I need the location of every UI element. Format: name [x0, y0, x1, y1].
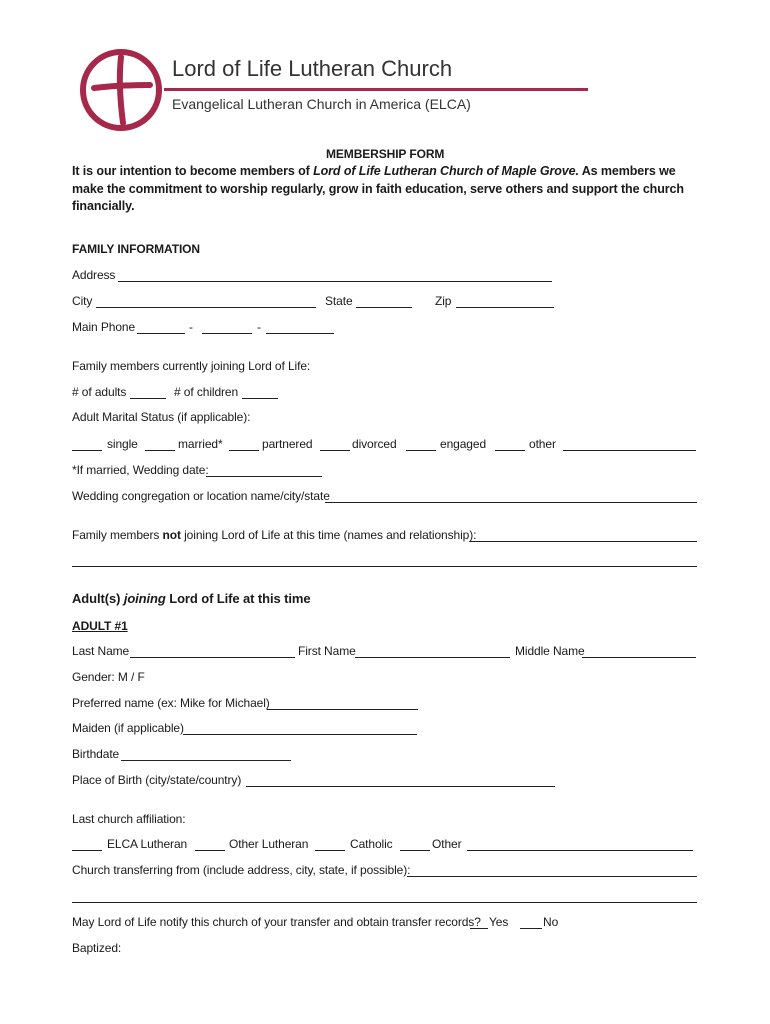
- middle-name-label: Middle Name: [515, 644, 585, 658]
- engaged-check[interactable]: [406, 450, 436, 451]
- state-label: State: [325, 294, 353, 308]
- phone-prefix-field[interactable]: [202, 333, 252, 334]
- preferred-name-field[interactable]: [267, 709, 418, 710]
- baptized-label: Baptized:: [72, 941, 122, 955]
- notify-no: No: [543, 915, 559, 929]
- other-affiliation-check[interactable]: [400, 850, 430, 851]
- address-field[interactable]: [118, 281, 552, 282]
- intro-text-a: It is our intention to become members of: [72, 164, 314, 178]
- church-name: Lord of Life Lutheran Church: [172, 56, 453, 81]
- children-label: # of children: [174, 385, 239, 399]
- last-name-label: Last Name: [72, 644, 130, 658]
- last-affiliation-label: Last church affiliation:: [72, 812, 186, 826]
- adults-count-field[interactable]: [130, 398, 166, 399]
- maiden-label: Maiden (if applicable): [72, 721, 184, 735]
- zip-label: Zip: [435, 294, 452, 308]
- first-name-label: First Name: [298, 644, 356, 658]
- transferring-field[interactable]: [407, 876, 697, 877]
- address-label: Address: [72, 268, 116, 282]
- affiliation-elca: ELCA Lutheran: [107, 837, 188, 851]
- gender-label: Gender: M / F: [72, 670, 145, 684]
- adults-heading-a: Adult(s): [72, 591, 124, 606]
- catholic-check[interactable]: [315, 850, 345, 851]
- elca-check[interactable]: [72, 850, 102, 851]
- church-name-italic: Lord of Life Lutheran Church of Maple Grove.: [313, 164, 579, 178]
- transferring-label: Church transferring from (include address, city, state, if possible):: [72, 863, 411, 877]
- other-affiliation-field[interactable]: [467, 850, 693, 851]
- wedding-location-label: Wedding congregation or location name/city/state: [72, 489, 330, 503]
- affiliation-catholic: Catholic: [350, 837, 393, 851]
- status-engaged: engaged: [440, 437, 487, 451]
- not-joining-text-c: joining Lord of Life at this time (names and relationship):: [180, 528, 477, 542]
- adults-joining-heading: [72, 592, 310, 606]
- birthdate-field[interactable]: [121, 760, 291, 761]
- family-heading: FAMILY INFORMATION: [72, 242, 200, 256]
- place-of-birth-label: Place of Birth (city/state/country): [72, 773, 242, 787]
- intro-line-3: financially.: [72, 199, 135, 213]
- cross-circle-icon: [76, 45, 166, 135]
- adults-heading-joining: joining: [123, 591, 166, 606]
- main-phone-label: Main Phone: [72, 320, 136, 334]
- transferring-field-2[interactable]: [72, 902, 697, 903]
- not-joining-field-2[interactable]: [72, 566, 697, 567]
- phone-dash-1: -: [189, 320, 193, 334]
- other-lutheran-check[interactable]: [195, 850, 225, 851]
- church-logo: [76, 45, 166, 135]
- zip-field[interactable]: [456, 307, 554, 308]
- wedding-date-label: *If married, Wedding date:: [72, 463, 209, 477]
- status-single: single: [107, 437, 138, 451]
- divorced-check[interactable]: [320, 450, 350, 451]
- maiden-field[interactable]: [183, 734, 417, 735]
- affiliation-other-lutheran: Other Lutheran: [229, 837, 309, 851]
- status-married: married*: [178, 437, 223, 451]
- not-joining-label: [72, 528, 476, 542]
- not-joining-field[interactable]: [469, 541, 697, 542]
- not-joining-text-a: Family members: [72, 528, 163, 542]
- state-field[interactable]: [356, 307, 412, 308]
- not-emphasis: not: [162, 528, 181, 542]
- church-affiliation: Evangelical Lutheran Church in America (ELCA): [172, 96, 471, 112]
- other-status-field[interactable]: [563, 450, 696, 451]
- intro-line-1: [72, 164, 676, 178]
- wedding-location-field[interactable]: [325, 502, 697, 503]
- birthdate-label: Birthdate: [72, 747, 120, 761]
- notify-yes-check[interactable]: [470, 928, 488, 929]
- notify-yes: Yes: [489, 915, 509, 929]
- adults-label: # of adults: [72, 385, 127, 399]
- city-field[interactable]: [96, 307, 316, 308]
- status-divorced: divorced: [352, 437, 397, 451]
- form-title: MEMBERSHIP FORM: [326, 147, 445, 161]
- status-other: other: [529, 437, 556, 451]
- phone-area-field[interactable]: [137, 333, 185, 334]
- joining-label: Family members currently joining Lord of Life:: [72, 359, 311, 373]
- intro-line-2: make the commitment to worship regularly, grow in faith education, serve others and support the church: [72, 182, 684, 196]
- married-check[interactable]: [145, 450, 175, 451]
- children-count-field[interactable]: [242, 398, 278, 399]
- phone-dash-2: -: [257, 320, 261, 334]
- preferred-name-label: Preferred name (ex: Mike for Michael): [72, 696, 270, 710]
- affiliation-other: Other: [432, 837, 462, 851]
- wedding-date-field[interactable]: [206, 476, 322, 477]
- first-name-field[interactable]: [355, 657, 510, 658]
- city-label: City: [72, 294, 93, 308]
- other-check[interactable]: [495, 450, 525, 451]
- phone-line-field[interactable]: [266, 333, 334, 334]
- logo-divider: [164, 88, 588, 91]
- intro-text-c: As members we: [578, 164, 676, 178]
- middle-name-field[interactable]: [582, 657, 696, 658]
- last-name-field[interactable]: [130, 657, 295, 658]
- marital-status-label: Adult Marital Status (if applicable):: [72, 410, 251, 424]
- adults-heading-c: Lord of Life at this time: [165, 591, 311, 606]
- adult-1-heading: ADULT #1: [72, 619, 128, 633]
- status-partnered: partnered: [262, 437, 313, 451]
- partnered-check[interactable]: [229, 450, 259, 451]
- single-check[interactable]: [72, 450, 102, 451]
- notify-no-check[interactable]: [520, 928, 542, 929]
- notify-label: May Lord of Life notify this church of your transfer and obtain transfer records?: [72, 915, 481, 929]
- place-of-birth-field[interactable]: [246, 786, 555, 787]
